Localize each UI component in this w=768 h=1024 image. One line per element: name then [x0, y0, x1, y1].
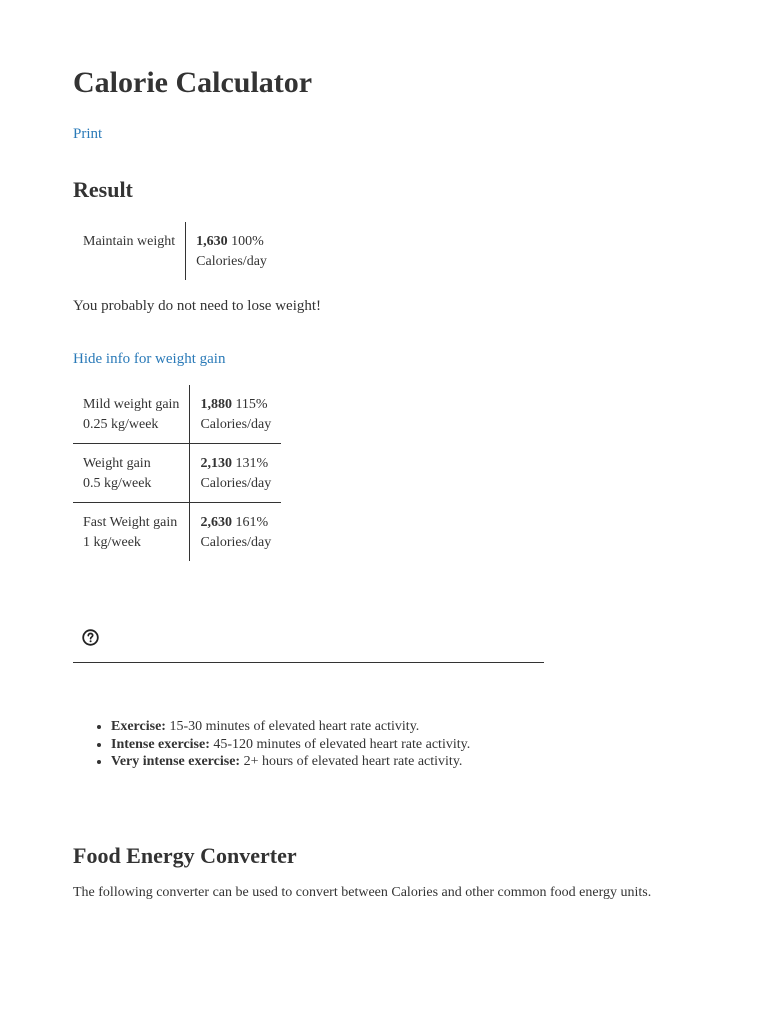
gain-label: Weight gain [83, 456, 151, 471]
list-item [111, 736, 470, 754]
gain-percent: 115% [235, 397, 268, 412]
maintain-label: Maintain weight [83, 234, 176, 249]
gain-percent: 161% [235, 515, 269, 530]
food-energy-description: The following converter can be used to convert between Calories and other common food energy units. [73, 885, 652, 900]
page-title: Calorie Calculator [73, 66, 313, 99]
hide-weight-gain-link[interactable]: Hide info for weight gain [73, 351, 226, 367]
gain-calories: 1,880 [200, 397, 232, 412]
gain-percent: 131% [235, 456, 269, 471]
gain-label: Mild weight gain [83, 397, 180, 412]
gain-calories: 2,630 [200, 515, 232, 530]
gain-unit: Calories/day [200, 535, 272, 550]
gain-rate: 1 kg/week [83, 535, 141, 550]
table-row [73, 222, 277, 280]
maintain-unit: Calories/day [196, 254, 267, 269]
gain-rate: 0.5 kg/week [83, 476, 152, 491]
gain-rate: 0.25 kg/week [83, 417, 159, 432]
maintain-value-cell [186, 222, 277, 280]
gain-value-cell [190, 444, 281, 503]
exercise-desc: 2+ hours of elevated heart rate activity. [243, 754, 463, 769]
maintain-calories: 1,630 [196, 234, 228, 249]
gain-value-cell [190, 385, 281, 444]
list-item [111, 718, 470, 736]
gain-label-cell [73, 503, 190, 562]
gain-unit: Calories/day [200, 476, 272, 491]
gain-label-cell [73, 385, 190, 444]
maintain-label-cell [73, 222, 186, 280]
list-item [111, 753, 470, 771]
table-row [73, 385, 281, 444]
gain-value-cell [190, 503, 281, 562]
result-note: You probably do not need to lose weight! [73, 298, 322, 314]
exercise-definitions-list [73, 718, 470, 771]
gain-unit: Calories/day [200, 417, 272, 432]
table-row [73, 444, 281, 503]
question-circle-icon[interactable] [82, 629, 99, 646]
exercise-term: Intense exercise: [111, 736, 210, 752]
weight-gain-table [73, 385, 281, 561]
result-heading: Result [73, 177, 133, 202]
maintain-table [73, 222, 277, 280]
print-link[interactable]: Print [73, 126, 103, 142]
table-row [73, 503, 281, 562]
maintain-percent: 100% [231, 234, 264, 249]
gain-label-cell [73, 444, 190, 503]
exercise-desc: 45-120 minutes of elevated heart rate activity. [213, 736, 471, 752]
exercise-desc: 15-30 minutes of elevated heart rate activity. [169, 719, 420, 734]
exercise-term: Exercise: [111, 719, 166, 734]
food-energy-heading: Food Energy Converter [73, 843, 297, 868]
gain-calories: 2,130 [200, 456, 232, 471]
section-divider [73, 662, 544, 663]
gain-label: Fast Weight gain [83, 515, 178, 530]
exercise-term: Very intense exercise: [111, 754, 241, 769]
